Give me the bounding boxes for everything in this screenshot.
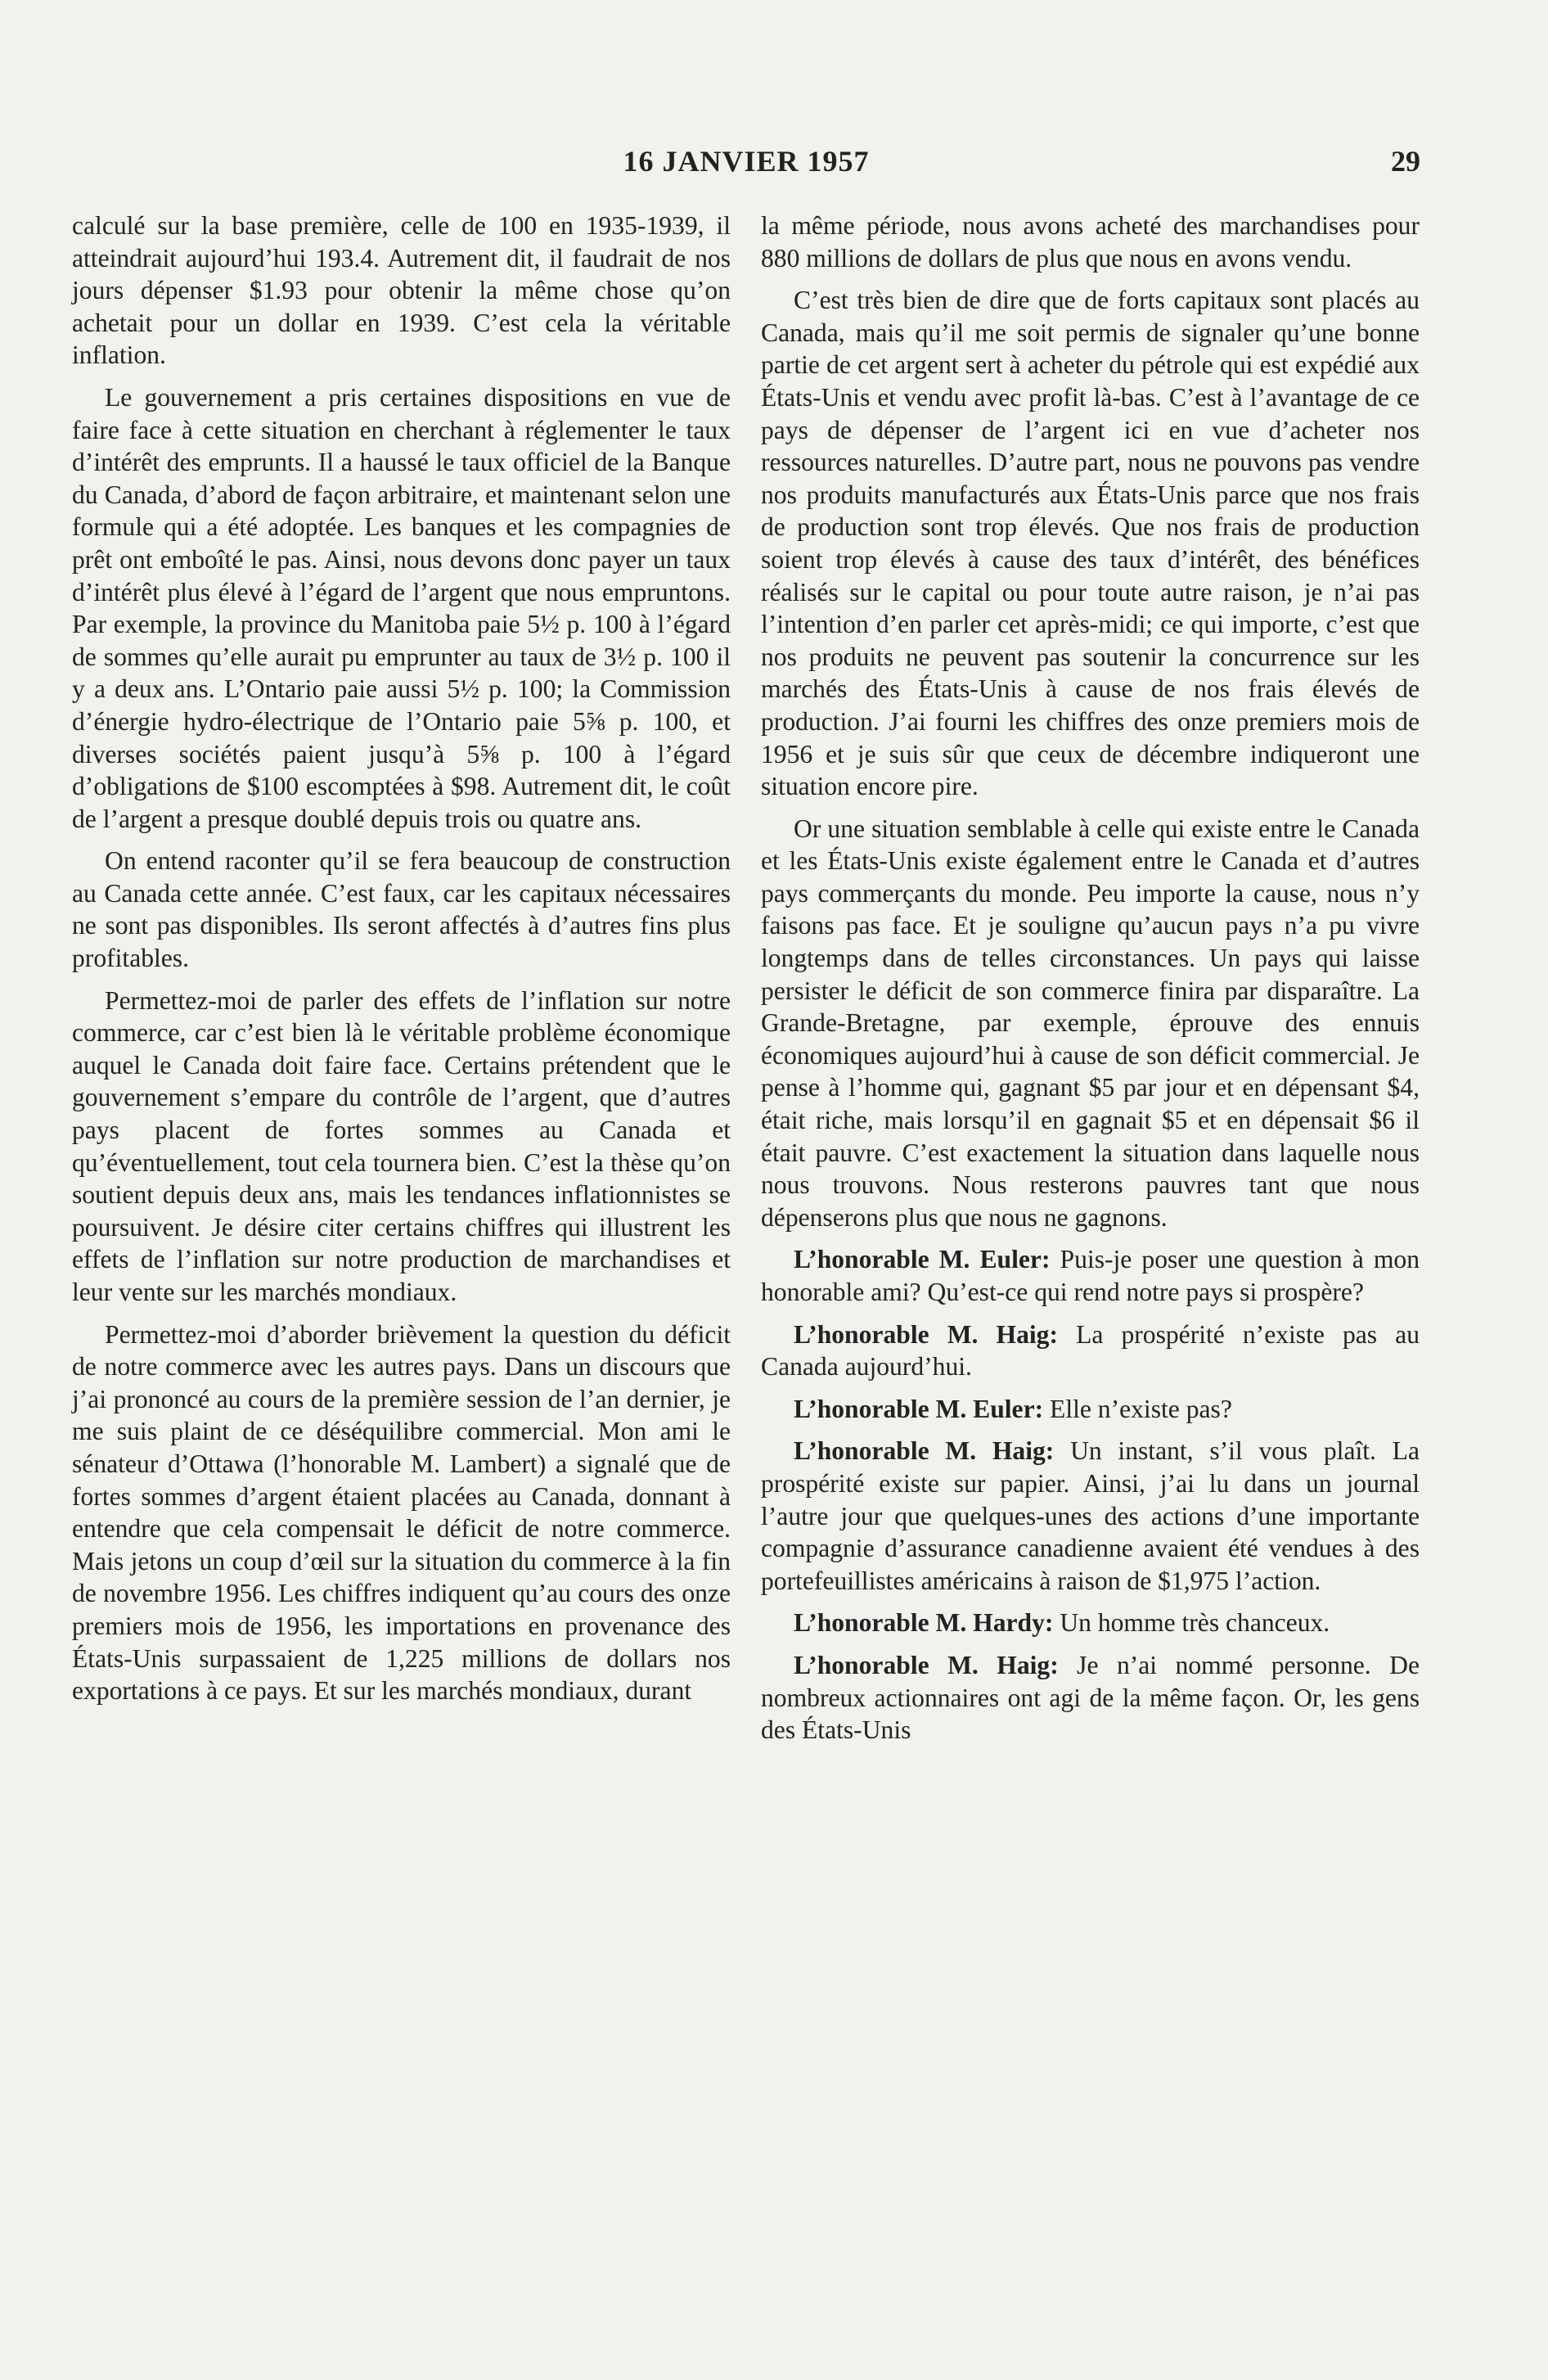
- paragraph: Or une situation semblable à celle qui existe entre le Canada et les États-Unis existe également entre le Canada et d’autres pays commerçants du monde. Peu importe la cause, nous n’y faisons pas face. Et je souligne qu’aucun pays n’a pu vivre longtemps dans de telles circonstances. Un pays qui laisse persister le déficit de son commerce finira par disparaître. La Grande-Bretagne, par exemple, éprouve des ennuis économiques aujourd’hui à cause de son déficit commercial. Je pense à l’homme qui, gagnant $5 par jour et en dépensant $4, était riche, mais lorsqu’il en gagnait $5 et en dépensait $6 il était pauvre. C’est exactement la situation dans laquelle nous nous trouvons. Nous resterons pauvres tant que nous dépenserons plus que nous ne gagnons.: [761, 814, 1420, 1232]
- speech-text: Je n’ai nommé personne. De nombreux actionnaires ont agi de la même façon. Or, les gens des États-Unis: [761, 1650, 1420, 1745]
- speaker-exchange: [761, 1649, 1420, 1747]
- paragraph: On entend raconter qu’il se fera beaucoup de construction au Canada cette année. C’est faux, car les capitaux nécessaires ne sont pas disponibles. Ils seront affectés à d’autres fins plus profitables.: [72, 846, 731, 973]
- paragraph: Permettez-moi d’aborder brièvement la question du déficit de notre commerce avec les autres pays. Dans un discours que j’ai prononcé au cours de la première session de l’an dernier, je me suis plaint de ce déséquilibre commercial. Mon ami le sénateur d’Ottawa (l’honorable M. Lambert) a signalé que de fortes sommes d’argent étaient placées au Canada, donnant à entendre que cela compensait le déficit de notre commerce. Mais jetons un coup d’œil sur la situation du commerce à la fin de novembre 1956. Les chiffres indiquent qu’au cours des onze premiers mois de 1956, les importations en provenance des États-Unis surpassaient de 1,225 millions de dollars nos exportations à ce pays. Et sur les marchés mondiaux, durant: [72, 1319, 731, 1706]
- speaker-name: L’honorable M. Haig:: [794, 1650, 1059, 1679]
- page-header: [72, 144, 1420, 185]
- paragraph: Permettez-moi de parler des effets de l’inflation sur notre commerce, car c’est bien là le véritable problème économique auquel le Canada doit faire face. Certains prétendent que le gouvernement s’empare du contrôle de l’argent, que d’autres pays placent de fortes sommes au Canada et qu’éventuellement, tout cela tournera bien. C’est la thèse qu’on soutient depuis deux ans, mais les tendances inflationnistes se poursuivent. Je désire citer certains chiffres qui illustrent les effets de l’inflation sur notre production de marchandises et leur vente sur les marchés mondiaux.: [72, 985, 731, 1306]
- speech-text: La prospérité n’existe pas au Canada aujourd’hui.: [761, 1319, 1420, 1382]
- right-column: [761, 210, 1420, 1756]
- speech-text: Un instant, s’il vous plaît. La prospérité existe sur papier. Ainsi, j’ai lu dans un journal l’autre jour que quelques-unes des actions d’une importante compagnie d’assurance canadienne avaient été vendues à des portefeuillistes américains à raison de $1,975 l’action.: [761, 1436, 1420, 1595]
- speaker-name: L’honorable M. Haig:: [794, 1319, 1058, 1349]
- speaker-name: L’honorable M. Euler:: [794, 1245, 1051, 1274]
- paragraph: la même période, nous avons acheté des marchandises pour 880 millions de dollars de plus que nous en avons vendu.: [761, 211, 1420, 273]
- speaker-name: L’honorable M. Euler:: [794, 1394, 1044, 1423]
- speaker-name: L’honorable M. Haig:: [794, 1436, 1055, 1466]
- speech-text: Un homme très chanceux.: [1053, 1608, 1330, 1638]
- paragraph: calculé sur la base première, celle de 100 en 1935-1939, il atteindrait aujourd’hui 193.4. Autrement dit, il faudrait de nos jours dépenser $1.93 pour obtenir la même chose qu’on achetait pour un dollar en 1939. C’est cela la véritable inflation.: [72, 211, 731, 370]
- speaker-exchange: [761, 1393, 1420, 1426]
- speech-text: Puis-je poser une question à mon honorable ami? Qu’est-ce qui rend notre pays si prospère?: [761, 1245, 1420, 1306]
- speech-text: Elle n’existe pas?: [1043, 1394, 1232, 1423]
- speaker-exchange: [761, 1243, 1420, 1308]
- page-date-title: 16 JANVIER 1957: [623, 145, 870, 178]
- speaker-exchange: [761, 1318, 1420, 1383]
- paragraph: Le gouvernement a pris certaines dispositions en vue de faire face à cette situation en cherchant à réglementer le taux d’intérêt des emprunts. Il a haussé le taux officiel de la Banque du Canada, d’abord de façon arbitraire, et maintenant selon une formule qui a été adoptée. Les banques et les compagnies de prêt ont emboîté le pas. Ainsi, nous devons donc payer un taux d’intérêt plus élevé à l’égard de l’argent que nous empruntons. Par exemple, la province du Manitoba paie 5½ p. 100 à l’égard de sommes qu’elle aurait pu emprunter au taux de 3½ p. 100 il y a deux ans. L’Ontario paie aussi 5½ p. 100; la Commission d’énergie hydro-électrique de l’Ontario paie 5⅝ p. 100, et diverses sociétés paient jusqu’à 5⅝ p. 100 à l’égard d’obligations de $100 escomptées à $98. Autrement dit, le coût de l’argent a presque doublé depuis trois ou quatre ans.: [72, 382, 731, 833]
- left-column: [72, 210, 731, 1717]
- paragraph: C’est très bien de dire que de forts capitaux sont placés au Canada, mais qu’il me soit permis de signaler qu’une bonne partie de cet argent sert à acheter du pétrole qui est expédié aux États-Unis et vendu avec profit là-bas. C’est à l’avantage de ce pays de dépenser de l’argent ici en vue d’acheter nos ressources naturelles. D’autre part, nous ne pouvons pas vendre nos produits manufacturés aux États-Unis parce que nos frais de production sont trop élevés. Que nos frais de production soient trop élevés à cause des taux d’intérêt, des bénéfices réalisés sur le capital ou pour toute autre raison, je n’ai pas l’intention d’en parler cet après-midi; ce qui importe, c’est que nos produits ne peuvent pas soutenir la concurrence sur les marchés des États-Unis à cause de nos frais élevés de production. J’ai fourni les chiffres des onze premiers mois de 1956 et je suis sûr que ceux de décembre indiqueront une situation encore pire.: [761, 286, 1420, 801]
- speaker-exchange: [761, 1607, 1420, 1639]
- speaker-exchange: [761, 1435, 1420, 1597]
- speaker-name: L’honorable M. Hardy:: [794, 1608, 1054, 1638]
- page-number: 29: [1391, 145, 1420, 178]
